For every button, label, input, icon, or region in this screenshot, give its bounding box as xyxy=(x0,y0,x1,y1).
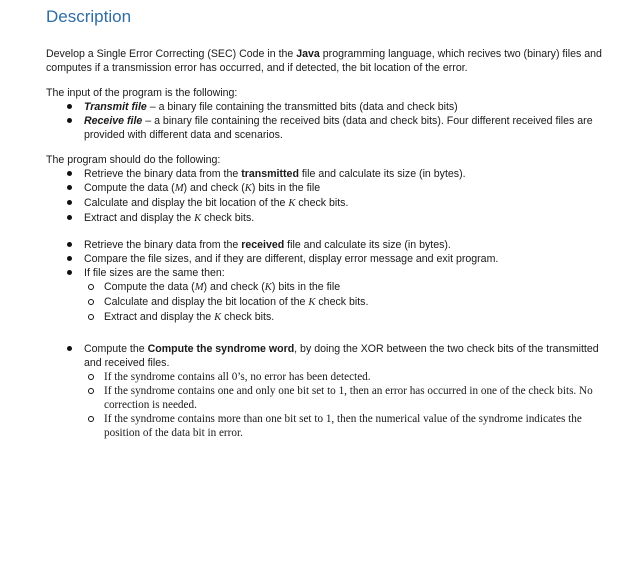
list-item: Receive file – a binary file containing the received bits (data and check bits). Four different received files are provided with different data and scenarios. xyxy=(46,114,606,142)
intro-paragraph: Develop a Single Error Correcting (SEC) Code in the Java programming language, which recives two (binary) files and computes if a transmission error has occurred, and if detected, the bit location of the error. xyxy=(46,48,602,74)
list-item: Extract and display the K check bits. xyxy=(46,211,606,226)
list-item: Retrieve the binary data from the transmitted file and calculate its size (in bytes). xyxy=(46,167,606,181)
page-title: Description xyxy=(46,7,132,26)
list-item: Retrieve the binary data from the received file and calculate its size (in bytes). xyxy=(46,238,606,252)
document-page xyxy=(46,6,606,440)
sub-list-item: Calculate and display the bit location of the K check bits. xyxy=(84,295,606,310)
sub-list-item: Extract and display the K check bits. xyxy=(84,310,606,325)
list-item: Compare the file sizes, and if they are different, display error message and exit program. xyxy=(46,252,606,266)
list-item: Calculate and display the bit location of the K check bits. xyxy=(46,196,606,211)
input-section xyxy=(46,86,606,142)
sub-list-item: If the syndrome contains one and only one bit set to 1, then an error has occurred in one of the check bits. No correction is needed. xyxy=(84,384,606,412)
list-item: Transmit file – a binary file containing the transmitted bits (data and check bits) xyxy=(46,100,606,114)
list-item: Compute the Compute the syndrome word, by doing the XOR between the two check bits of the transmitted and received files. If the syndrome contains all 0’s, no error has been detected. If the syndrome contains one and only one bit set to 1, then an error has occurred in one of the check bits. No correction is needed. If the syndrome contains more than one bit set to 1, then the numerical value of the syndrome indicates the position of the data bit in error. xyxy=(46,342,606,440)
input-heading: The input of the program is the following: xyxy=(46,87,238,99)
program-section xyxy=(46,153,606,440)
list-item: If file sizes are the same then: Compute the data (M) and check (K) bits in the file Calculate and display the bit location of the K check bits. Extract and display the K check bits. xyxy=(46,266,606,325)
java-keyword: Java xyxy=(296,48,320,60)
sub-list-item: If the syndrome contains all 0’s, no error has been detected. xyxy=(84,370,606,384)
list-item: Compute the data (M) and check (K) bits in the file xyxy=(46,181,606,196)
program-heading: The program should do the following: xyxy=(46,154,221,166)
sub-list-item: If the syndrome contains more than one bit set to 1, then the numerical value of the syndrome indicates the position of the data bit in error. xyxy=(84,412,606,440)
sub-list-item: Compute the data (M) and check (K) bits in the file xyxy=(84,280,606,295)
